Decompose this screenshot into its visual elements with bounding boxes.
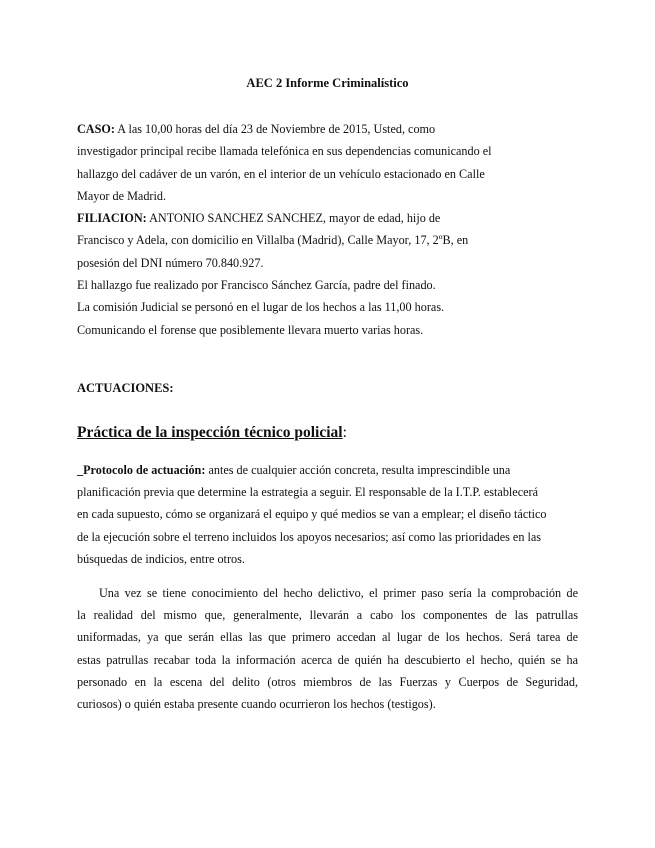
caso-line-3: hallazgo del cadáver de un varón, en el interior de un vehículo estacionado en Calle xyxy=(77,166,485,181)
filiacion-line-3: posesión del DNI número 70.840.927. xyxy=(77,255,264,270)
protocolo-paragraph xyxy=(77,459,578,570)
document-title: AEC 2 Informe Criminalístico xyxy=(246,76,409,90)
paragraph-2-line-2: la realidad del mismo que, generalmente, llevarán a cabo los componentes de las patrullas xyxy=(77,608,578,623)
filiacion-line-2: Francisco y Adela, con domicilio en Villalba (Madrid), Calle Mayor, 17, 2ºB, en xyxy=(77,233,469,248)
filiacion-label: FILIACION: xyxy=(77,211,147,226)
protocolo-line-4: de la ejecución sobre el terreno incluidos los apoyos necesarios; así como las prioridades en las xyxy=(77,529,541,544)
caso-line-1: CASO: A las 10,00 horas del día 23 de Noviembre de 2015, Usted, como xyxy=(77,122,436,136)
section-title: Práctica de la inspección técnico policial: xyxy=(77,424,347,441)
extra-line-1: El hallazgo fue realizado por Francisco Sánchez García, padre del finado. xyxy=(77,278,436,293)
protocolo-line-3: en cada supuesto, cómo se organizará el equipo y qué medios se van a emplear; el diseño táctico xyxy=(77,507,547,522)
actuaciones-heading: ACTUACIONES: xyxy=(77,381,174,395)
case-block xyxy=(77,118,547,341)
protocolo-label: _Protocolo de actuación: xyxy=(77,463,206,477)
paragraph-2-line-4: estas patrullas recabar toda la información acerca de quién ha descubierto el hecho, quién se ha xyxy=(77,652,578,667)
filiacion-line-1: FILIACION: ANTONIO SANCHEZ SANCHEZ, mayor de edad, hijo de xyxy=(77,211,441,226)
paragraph-2-line-1: Una vez se tiene conocimiento del hecho delictivo, el primer paso sería la comprobación de xyxy=(99,586,578,600)
protocolo-line-1: _Protocolo de actuación: antes de cualquier acción concreta, resulta imprescindible una xyxy=(77,463,511,477)
extra-line-3: Comunicando el forense que posiblemente llevara muerto varias horas. xyxy=(77,322,424,337)
paragraph-2-line-5: personado en la escena del delito (otros miembros de las Fuerzas y Cuerpos de Seguridad, xyxy=(77,674,578,689)
protocolo-line-5: búsquedas de indicios, entre otros. xyxy=(77,551,245,566)
section-title-text: Práctica de la inspección técnico policial xyxy=(77,424,343,441)
caso-line-4: Mayor de Madrid. xyxy=(77,188,167,203)
paragraph-2-line-3: uniformadas, ya que serán ellas las que primero accedan al lugar de los hechos. Será tarea de xyxy=(77,630,578,645)
caso-label: CASO: xyxy=(77,122,115,136)
paragraph-2-line-6: curiosos) o quién estaba presente cuando ocurrieron los hechos (testigos). xyxy=(77,697,436,712)
caso-line-2: investigador principal recibe llamada telefónica en sus dependencias comunicando el xyxy=(77,144,492,159)
paragraph-2 xyxy=(77,582,578,715)
extra-line-2: La comisión Judicial se personó en el lugar de los hechos a las 11,00 horas. xyxy=(77,300,445,315)
protocolo-line-2: planificación previa que determine la estrategia a seguir. El responsable de la I.T.P. establecerá xyxy=(77,485,539,500)
